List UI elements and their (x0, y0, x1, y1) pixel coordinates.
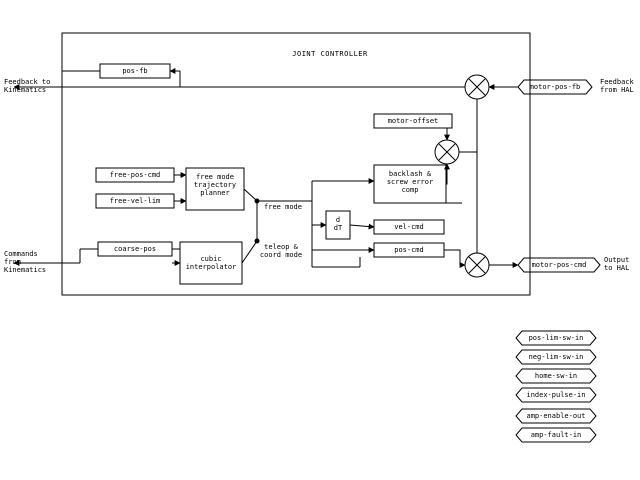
pin-label-motor-pos-fb[interactable]: motor-pos-fb (529, 83, 581, 91)
pin-label-pos-lim-sw-in[interactable]: pos-lim-sw-in (528, 334, 584, 342)
pin-label-neg-lim-sw-in[interactable]: neg-lim-sw-in (528, 353, 584, 361)
pin-label-coarse-pos[interactable]: coarse-pos (113, 245, 157, 253)
label-commands-from-kinematics: Commands from Kinematics (4, 250, 47, 274)
label-feedback-from-hal: Feedback from HAL (600, 78, 634, 94)
pin-label-pos-cmd[interactable]: pos-cmd (394, 246, 424, 254)
pin-label-index-pulse-in[interactable]: index-pulse-in (526, 391, 586, 399)
pin-label-home-sw-in[interactable]: home-sw-in (534, 372, 578, 380)
block-label-backlash-screw-error-comp: backlash & screw error comp (386, 170, 434, 194)
pin-label-motor-offset[interactable]: motor-offset (387, 117, 439, 125)
pin-label-amp-enable-out[interactable]: amp-enable-out (526, 412, 586, 420)
pin-label-pos-fb[interactable]: pos-fb (122, 67, 148, 75)
pin-label-free-vel-lim[interactable]: free-vel-lim (109, 197, 161, 205)
label-feedback-to-kinematics: Feedback to Kinematics (4, 78, 51, 94)
block-label-derivative: d dT (333, 216, 343, 232)
pin-label-free-pos-cmd[interactable]: free-pos-cmd (109, 171, 161, 179)
page-title: JOINT CONTROLLER (292, 50, 368, 58)
pin-label-amp-fault-in[interactable]: amp-fault-in (530, 431, 582, 439)
label-teleop-coord-mode: teleop & coord mode (259, 243, 303, 259)
block-label-cubic-interpolator: cubic interpolator (185, 255, 237, 271)
pin-label-motor-pos-cmd[interactable]: motor-pos-cmd (531, 261, 587, 269)
label-free-mode: free mode (264, 203, 302, 211)
block-label-free-mode-trajectory-planner: free mode trajectory planner (193, 173, 237, 197)
pin-label-vel-cmd[interactable]: vel-cmd (394, 223, 424, 231)
label-output-to-hal: Output to HAL (604, 256, 630, 272)
